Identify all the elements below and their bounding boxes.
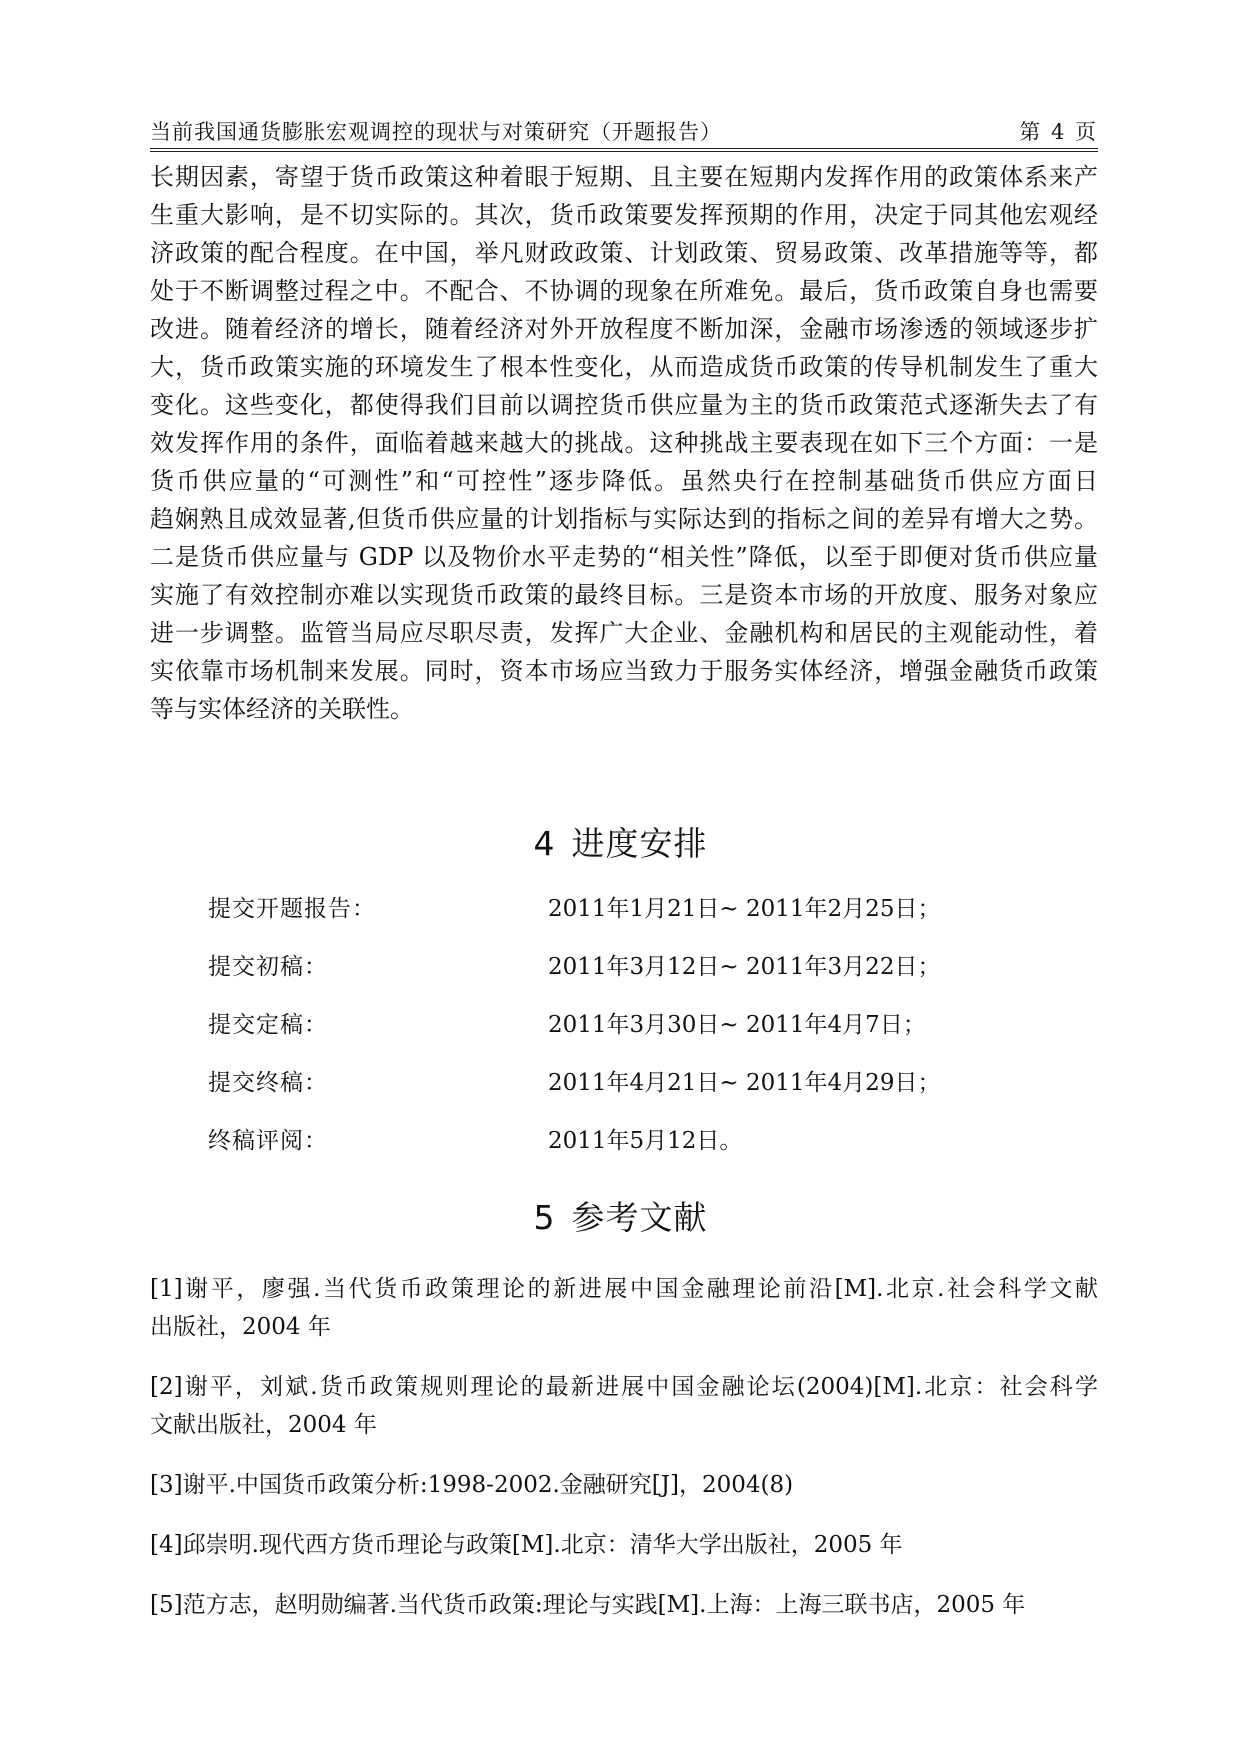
text-line: 效发挥作用的条件，面临着越来越大的挑战。这种挑战主要表现在如下三个方面：一是 bbox=[150, 429, 1098, 457]
text-line: 生重大影响，是不切实际的。其次，货币政策要发挥预期的作用，决定于同其他宏观经 bbox=[150, 201, 1098, 229]
reference-line: 出版社，2004 年 bbox=[150, 1314, 331, 1340]
text-line: 大，货币政策实施的环境发生了根本性变化，从而造成货币政策的传导机制发生了重大 bbox=[150, 353, 1098, 381]
section-title: 参考文献 bbox=[571, 1198, 708, 1237]
text-line: 趋娴熟且成效显著,但货币供应量的计划指标与实际达到的指标之间的差异有增大之势。 bbox=[150, 505, 1098, 533]
document-title: 当前我国通货膨胀宏观调控的现状与对策研究（开题报告） bbox=[150, 120, 722, 144]
reference-line: [2]谢平，刘斌.货币政策规则理论的最新进展中国金融论坛(2004)[M].北京：社会科学 bbox=[150, 1374, 1098, 1400]
text-line: 改进。随着经济的增长，随着经济对外开放程度不断加深，金融市场渗透的领域逐步扩 bbox=[150, 315, 1098, 343]
text-line: 等与实体经济的关联性。 bbox=[150, 695, 414, 723]
reference-item bbox=[150, 1526, 1098, 1564]
reference-line: [1]谢平，廖强.当代货币政策理论的新进展中国金融理论前沿[M].北京.社会科学文献 bbox=[150, 1276, 1098, 1302]
reference-item bbox=[150, 1368, 1098, 1444]
reference-item bbox=[150, 1270, 1098, 1346]
text-line: 进一步调整。监管当局应尽职尽责，发挥广大企业、金融机构和居民的主观能动性，着 bbox=[150, 619, 1098, 647]
schedule-date: 2011年4月21日~ 2011年4月29日； bbox=[548, 1070, 941, 1096]
section-heading-references bbox=[0, 1192, 1241, 1239]
schedule-label: 终稿评阅： bbox=[208, 1128, 328, 1154]
reference-list bbox=[150, 1270, 1098, 1646]
text-line: 二是货币供应量与 GDP 以及物价水平走势的“相关性”降低，以至于即便对货币供应量 bbox=[150, 543, 1098, 571]
schedule-row bbox=[208, 948, 1008, 1006]
reference-line: 文献出版社，2004 年 bbox=[150, 1412, 377, 1438]
schedule-date: 2011年1月21日~ 2011年2月25日； bbox=[548, 896, 941, 922]
page-header bbox=[150, 116, 1098, 150]
section-title: 进度安排 bbox=[571, 824, 708, 863]
section-heading-schedule bbox=[0, 818, 1241, 865]
text-line: 实依靠市场机制来发展。同时，资本市场应当致力于服务实体经济，增强金融货币政策 bbox=[150, 657, 1098, 685]
section-number: 4 bbox=[533, 824, 556, 863]
schedule-date: 2011年3月12日~ 2011年3月22日； bbox=[548, 954, 941, 980]
schedule-label: 提交初稿： bbox=[208, 954, 328, 980]
text-line: 济政策的配合程度。在中国，举凡财政政策、计划政策、贸易政策、改革措施等等，都 bbox=[150, 239, 1098, 267]
body-paragraph bbox=[150, 158, 1098, 728]
schedule-list bbox=[208, 890, 1008, 1180]
header-rule bbox=[150, 148, 1098, 149]
schedule-row bbox=[208, 1006, 1008, 1064]
reference-item bbox=[150, 1466, 1098, 1504]
schedule-date: 2011年5月12日。 bbox=[548, 1128, 743, 1154]
schedule-row bbox=[208, 890, 1008, 948]
section-number: 5 bbox=[533, 1198, 556, 1237]
schedule-date: 2011年3月30日~ 2011年4月7日； bbox=[548, 1012, 926, 1038]
text-line: 处于不断调整过程之中。不配合、不协调的现象在所难免。最后，货币政策自身也需要 bbox=[150, 277, 1098, 305]
schedule-label: 提交终稿： bbox=[208, 1070, 328, 1096]
text-line: 货币供应量的“可测性”和“可控性”逐步降低。虽然央行在控制基础货币供应方面日 bbox=[150, 467, 1098, 495]
reference-item bbox=[150, 1586, 1098, 1624]
reference-line: [3]谢平.中国货币政策分析:1998-2002.金融研究[J]，2004(8) bbox=[150, 1472, 794, 1498]
reference-line: [4]邱崇明.现代西方货币理论与政策[M].北京：清华大学出版社，2005 年 bbox=[150, 1532, 903, 1558]
text-line: 变化。这些变化，都使得我们目前以调控货币供应量为主的货币政策范式逐渐失去了有 bbox=[150, 391, 1098, 419]
schedule-row bbox=[208, 1122, 1008, 1180]
text-line: 长期因素，寄望于货币政策这种着眼于短期、且主要在短期内发挥作用的政策体系来产 bbox=[150, 163, 1098, 191]
text-line: 实施了有效控制亦难以实现货币政策的最终目标。三是资本市场的开放度、服务对象应 bbox=[150, 581, 1098, 609]
page-number: 第 4 页 bbox=[1019, 120, 1098, 144]
schedule-row bbox=[208, 1064, 1008, 1122]
schedule-label: 提交开题报告： bbox=[208, 896, 376, 922]
reference-line: [5]范方志，赵明勋编著.当代货币政策:理论与实践[M].上海：上海三联书店，2005 年 bbox=[150, 1592, 1026, 1618]
schedule-label: 提交定稿： bbox=[208, 1012, 328, 1038]
header-rule-thin bbox=[150, 151, 1098, 152]
